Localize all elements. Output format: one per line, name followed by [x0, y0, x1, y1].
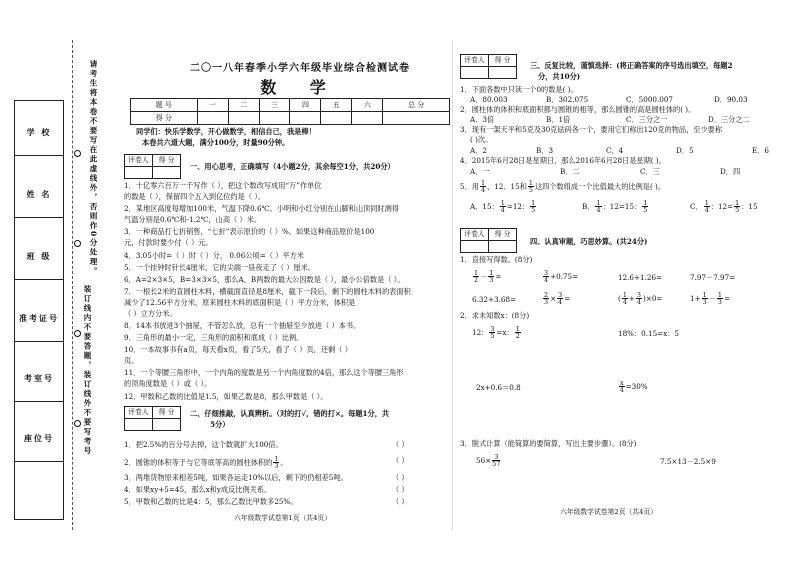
numerator: 1 — [735, 199, 740, 207]
opt-text: ：12= — [710, 201, 734, 211]
numerator: 1 — [500, 199, 505, 207]
numerator: 1 — [528, 179, 533, 187]
calc-text: 56× — [476, 455, 492, 465]
fraction — [557, 292, 563, 306]
denominator: 5 — [735, 206, 740, 215]
opt-text: B． — [582, 201, 595, 211]
denominator: 5 — [643, 206, 648, 215]
option: D．90.03 — [714, 95, 748, 104]
opt-text: =12： — [506, 201, 530, 211]
fraction — [702, 292, 708, 306]
option: B．3 — [536, 146, 554, 155]
opt-text: A．15： — [470, 201, 499, 211]
numerator: 1 — [489, 269, 494, 277]
subject-title: 数 学 — [260, 78, 340, 97]
denominator: 5 — [531, 206, 536, 215]
fraction — [515, 326, 521, 340]
answer-bracket[interactable]: （ ） — [392, 440, 409, 449]
option: A．80.003 — [470, 95, 508, 104]
denominator: 3 — [702, 298, 707, 307]
s1-line: 7．一根长2米的直圆柱木料，横截面直径是8厘米，截下一段后，剩下的圆柱木料的表面积 — [124, 287, 411, 296]
exam-title: 二〇一八年春季小学六年级毕业综合检测试卷 — [190, 63, 410, 74]
grader-cell[interactable] — [461, 67, 489, 79]
option: B．1倍 — [546, 115, 571, 124]
s3-q4: 4．2015年6月28日是星期日，那么2016年6月28日是星期( )。 — [460, 156, 666, 165]
denominator: 4 — [596, 206, 601, 215]
numerator: 3 — [558, 291, 563, 299]
s3-q2: 2．圆柱体的体积和底面积都与圆锥的相等，那么圆锥的高是圆柱体的( )。 — [460, 105, 696, 114]
equation-3: 2x+0.6＝0.8 — [476, 383, 521, 392]
strip-class: 班 级 — [26, 251, 52, 262]
numerator: 1 — [474, 269, 479, 277]
s4-part3: 3．脱式计算（能简算的要简算，写出主要步骤）。(8分) — [460, 439, 637, 448]
section3-heading-2: 分，共10分) — [538, 72, 581, 81]
answer-bracket[interactable]: （ ） — [392, 473, 409, 482]
s1-line: 5．一个挂钟时针长4厘米，它的尖端一昼夜走了（ ）厘米。 — [124, 263, 316, 272]
footer-right: 六年级数学试卷第2页（共4页） — [560, 508, 658, 516]
denominator: 4 — [619, 386, 624, 395]
s4-part2: 2．求未知数x：(8分) — [460, 311, 530, 320]
eq-text: 12： — [472, 327, 489, 337]
denominator: 4 — [544, 276, 549, 285]
option: D．三分之二 — [708, 115, 750, 124]
grader-label: 评卷人 — [125, 155, 153, 167]
denominator: 57 — [492, 460, 501, 469]
calc-item: $\frac{1}{2}$ － $\frac{1}{3}$ = — [474, 269, 502, 285]
eq-text: =x： — [496, 327, 514, 337]
s4-part1: 1．直接写得数。(8分) — [460, 255, 533, 264]
grader-cell[interactable] — [153, 419, 181, 431]
option: A．2 — [470, 146, 487, 155]
score-head: 三 — [259, 99, 290, 112]
option: D．5 — [676, 146, 694, 155]
fraction — [622, 292, 628, 306]
s1-line: 减少了12.56平方分米，原来圆柱木料的底面积是（ ）平方分米，体积是 — [124, 298, 356, 307]
section2-heading-2: 5分） — [210, 420, 230, 429]
s1-line: （ ）立方分米。 — [124, 309, 177, 318]
calc-item: ( $\frac{1}{4}$ + $\frac{3}{4}$ )×0= — [618, 291, 663, 307]
s2-item-5: 5．甲数和乙数的比是4：5，那么乙数比甲数多25%。 — [124, 497, 298, 506]
calc-item: 1+ $\frac{1}{3}$ － $\frac{1}{3}$ = — [690, 291, 730, 307]
numerator: 3 — [544, 269, 549, 277]
grader-box-1 — [124, 154, 181, 179]
s1-line: 11．一个等腰三角形中，一个内角的度数是另一个内角度数的4倍，那么这个等腰三角形 — [124, 368, 404, 377]
intro-line-1: 同学们：快乐学数学，开心做数学，相信自己，我是棒！ — [136, 127, 316, 136]
denominator: 3 — [274, 462, 279, 471]
grader-box-4 — [460, 228, 517, 253]
score-head: 一 — [197, 99, 228, 112]
q5-text: 、12、15和 — [487, 181, 527, 191]
answer-bracket[interactable]: （ ） — [392, 497, 409, 506]
opt-text: C． — [690, 201, 703, 211]
s2-item-2: 2．圆锥的体积等于与它等底等高的圆柱体积的 $\frac{1}{3}$ 。 — [124, 455, 288, 471]
numerator: 1 — [622, 291, 627, 299]
fraction — [704, 200, 710, 214]
section3-heading: 三、反复比较，谨慎选择：(将正确答案的序号选出填空，每题2 — [530, 61, 733, 70]
q5-text: 这四个数组成一个比值最大的比例是( )。 — [534, 181, 666, 191]
numerator: 1 — [704, 199, 709, 207]
calc-text: 1+ — [690, 293, 701, 303]
score-head: 四 — [290, 99, 321, 112]
warning-upper: 请考生将本卷不要写在此虚线外，否则作0分处理。 — [89, 60, 98, 277]
score-head: 二 — [228, 99, 259, 112]
numerator: 1 — [596, 199, 601, 207]
binding-hole — [74, 420, 81, 427]
option: E．6 — [752, 146, 770, 155]
option: D．四 — [720, 167, 741, 176]
s1-line: 的顶角度数是（ ）或（ ）。 — [124, 379, 212, 388]
section1-heading: 一、用心思考，正确填写（4小题2分，其余每空1分，共20分） — [190, 162, 395, 171]
calc-item: 12.6+1.26= — [618, 273, 663, 282]
s1-line: 元，付款时要少付（ ）元。 — [124, 238, 213, 247]
strip-name: 姓 名 — [26, 189, 52, 200]
calc-item: 7.97－7.97= — [690, 273, 736, 282]
option-c — [690, 200, 758, 214]
fraction — [492, 454, 500, 468]
score-cell[interactable] — [197, 112, 228, 125]
denominator: 2 — [474, 276, 479, 285]
score-cell[interactable] — [352, 112, 383, 125]
equation-1 — [472, 326, 522, 340]
numerator: 1 — [717, 291, 722, 299]
fraction — [480, 180, 486, 194]
s1-line: 页。 — [124, 356, 139, 365]
fraction — [717, 292, 723, 306]
fraction — [642, 200, 648, 214]
calc-item: $\frac{2}{3}$ × $\frac{3}{4}$ = — [544, 291, 571, 307]
opt-text: ：12=15： — [602, 201, 642, 211]
s3-q3-b: ( )次。 — [470, 135, 493, 144]
grader-score-label: 得 分 — [153, 155, 181, 167]
s1-line: 12．甲数和乙数的比值是1.5，如果乙数是8，那么甲数是（ ）。 — [124, 392, 328, 401]
s3-q5 — [460, 180, 665, 194]
denominator: 3 — [489, 276, 494, 285]
binding-hole — [74, 240, 81, 247]
score-cell[interactable] — [259, 112, 290, 125]
numerator: 1 — [702, 291, 707, 299]
s3-q1: 1．下面各数中只读一个0的数是( )。 — [460, 85, 578, 94]
binding-hole — [74, 150, 81, 157]
answer-bracket[interactable]: （ ） — [392, 456, 409, 465]
denominator: 4 — [500, 206, 505, 215]
denominator: 3 — [544, 298, 549, 307]
score-head: 六 — [352, 99, 383, 112]
fraction — [473, 270, 479, 284]
denominator: 3 — [717, 298, 722, 307]
fraction — [488, 270, 494, 284]
fraction — [500, 200, 506, 214]
grader-cell[interactable] — [461, 241, 489, 253]
score-table — [130, 98, 450, 125]
s1-line: 3．一种商品打七折销售，“七折”表示原价的（ ）%。如果这种商品原价是100 — [124, 227, 375, 236]
binding-hole — [74, 330, 81, 337]
denominator: 2 — [515, 332, 520, 341]
option: A．一 — [470, 167, 490, 176]
denominator: 4 — [558, 298, 563, 307]
numerator: 1 — [515, 325, 520, 333]
grader-cell[interactable] — [489, 241, 517, 253]
denominator: 4 — [480, 186, 486, 195]
s1-line: 1．十亿零六百万一千写作（ ），把这个数改写成用“万”作单位 — [124, 181, 322, 190]
grader-label: 评卷人 — [461, 229, 489, 241]
option: C．三分之一 — [626, 115, 668, 124]
fraction — [619, 380, 625, 394]
score-label: 得 分 — [131, 112, 198, 125]
s2-item-1: 1．把2.5%的百分号去掉，这个数就扩大100倍。 — [124, 440, 283, 449]
binding-strip — [14, 100, 64, 520]
numerator: 3 — [492, 454, 500, 461]
fraction — [636, 292, 642, 306]
fraction — [543, 292, 549, 306]
s1-line: 气温分别是0.6℃和-1.2℃，山高（ ）米。 — [124, 215, 262, 224]
numerator: 1 — [274, 455, 279, 463]
fraction — [528, 180, 534, 194]
numerator: x — [620, 379, 624, 387]
grader-label: 评卷人 — [461, 55, 489, 67]
strip-seat: 座位号 — [24, 433, 54, 444]
numerator: 3 — [490, 325, 495, 333]
fraction — [734, 200, 740, 214]
calc-mixed-1 — [476, 454, 501, 468]
option-b — [582, 200, 649, 214]
s2-item-4: 4．如果xy+5=45，那么x和y成反比例关系。 — [124, 485, 272, 494]
page-divider — [452, 40, 453, 530]
s1-line: 6．A=2×3×5，B=3×3×5，那么A，B两数的最大公因数是（ ），最小公倍数是（ ）。 — [124, 275, 405, 284]
denominator: 4 — [704, 206, 709, 215]
warning-lower: 装订线内不要答题，装订线外不要写考号 — [83, 285, 92, 456]
s3-q3: 3．现有一架天平和5克及30克砝码各一个，要用它们称出120克的物品，至少要称 — [460, 125, 723, 134]
answer-bracket[interactable]: （ ） — [392, 485, 409, 494]
s1-line: 的数是（ ），保留四个五入到亿位约是（ ）。 — [124, 192, 266, 201]
denominator: 4 — [636, 298, 641, 307]
option: A．3倍 — [470, 115, 495, 124]
grader-box-3 — [460, 54, 517, 79]
footer-left: 六年级数学试卷第1页（共4页） — [234, 514, 332, 522]
section2-heading: 二、仔细推敲，认真辨析。（对的打√，错的打×。每题1分，共 — [190, 409, 390, 418]
grader-label: 评卷人 — [125, 407, 153, 419]
denominator: 5 — [528, 186, 533, 195]
calc-text: ×0= — [645, 293, 663, 303]
q5-text: 5．用 — [460, 181, 479, 191]
s1-line: 9．三角形的最小一定，三角形的面积和底成（ ）比例。 — [124, 333, 304, 342]
grader-cell[interactable] — [125, 167, 153, 179]
option: C．三 — [640, 167, 660, 176]
grader-score-label: 得 分 — [489, 229, 517, 241]
binding-line — [72, 40, 73, 530]
opt-text: ：15 — [741, 201, 758, 211]
score-cell[interactable] — [228, 112, 259, 125]
numerator: 1 — [531, 199, 536, 207]
s1-line: 8．14本书放进3个抽屉，不管怎么放，总有一个抽屉至少放进（ ）本书。 — [124, 321, 361, 330]
grader-box-2 — [124, 406, 181, 431]
numerator: 2 — [544, 291, 549, 299]
fraction — [595, 200, 601, 214]
intro-line-2: 本卷共六道大题，满分100分，时量90分钟。 — [142, 138, 290, 147]
calc-mixed-2: 7.5×13－2.5×9 — [660, 457, 716, 466]
option: B．二 — [560, 167, 580, 176]
option: C．5000.007 — [626, 95, 673, 104]
grader-score-label: 得 分 — [489, 55, 517, 67]
strip-room: 考室号 — [24, 373, 54, 384]
grader-cell[interactable] — [125, 419, 153, 431]
grader-score-label: 得 分 — [153, 407, 181, 419]
equation-4 — [618, 380, 648, 394]
calc-text: × — [550, 293, 557, 303]
grader-cell[interactable] — [153, 167, 181, 179]
equation-2: 18%：0.15=x：5 — [618, 329, 680, 338]
s1-line: 4．3.05小时=（ ）时（ ）分， 0.06公顷=（ ）平方米 — [124, 251, 304, 260]
section4-heading: 四、认真审题，巧思妙算。(共24分) — [530, 237, 648, 246]
score-cell[interactable] — [321, 112, 352, 125]
eq-text: =30% — [625, 381, 648, 391]
s1-line: 10．一本故事书有a页，每天看x页，看了5天，看了（ ）页，还剩（ ） — [124, 345, 352, 354]
calc-item — [542, 270, 578, 284]
s1-line: 2．某地区高度每增加100米，气温下降0.6℃。小明和小红分别在山脚和山顶同时测得 — [124, 204, 399, 213]
calc-item: 6.32+3.68= — [472, 295, 517, 304]
fraction — [273, 456, 279, 470]
numerator: 1 — [480, 179, 486, 187]
numerator: 3 — [636, 291, 641, 299]
calc-text: +0.75= — [550, 271, 579, 281]
fraction — [489, 326, 495, 340]
strip-exam-id: 准考证号 — [19, 313, 59, 324]
s2-item-2-text: 2．圆锥的体积等于与它等底等高的圆柱体积的 — [124, 457, 273, 467]
option: B．302.075 — [546, 95, 589, 104]
score-head: 总 分 — [383, 99, 450, 112]
score-head: 题 号 — [131, 99, 198, 112]
score-cell[interactable] — [290, 112, 321, 125]
denominator: 4 — [622, 298, 627, 307]
score-cell[interactable] — [383, 112, 450, 125]
numerator: 1 — [643, 199, 648, 207]
fraction — [530, 200, 536, 214]
fraction — [543, 270, 549, 284]
strip-school: 学 校 — [26, 127, 52, 138]
score-head: 五 — [321, 99, 352, 112]
option-a — [470, 200, 537, 214]
option: C．4 — [606, 146, 624, 155]
grader-cell[interactable] — [489, 67, 517, 79]
s2-item-3: 3．两堆货物原来相差5吨，如果各运走10%以后，剩下的仍相差5吨。 — [124, 473, 348, 482]
denominator: 5 — [490, 332, 495, 341]
